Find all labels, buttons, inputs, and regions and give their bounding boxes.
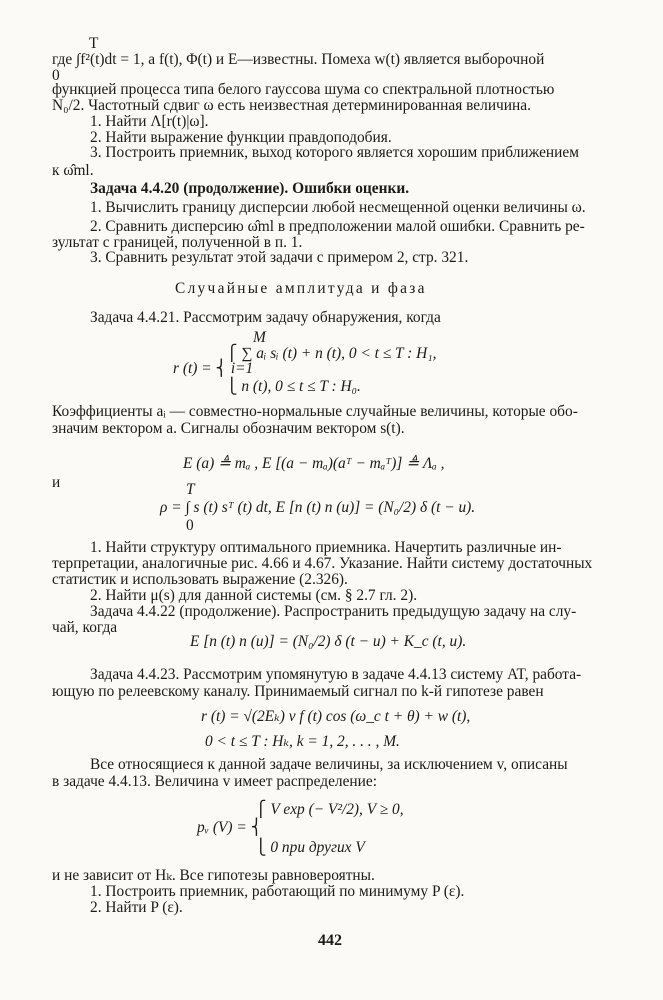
text-line: 2. Найти P (ε). [90,899,183,916]
text-line: 1. Найти Λ[r(t)|ω]. [90,113,209,130]
text-line: 0 < t ≤ T : Hₖ, k = 1, 2, . . . , M. [205,733,400,750]
text-line: Задача 4.4.20 (продолжение). Ошибки оценки. [90,180,410,197]
text-line: Коэффициенты aᵢ — совместно-нормальные случайные величины, которые обо- [52,403,578,420]
text-line: E [n (t) n (u)] = (N₀/2) δ (t − u) + K_c (t, u). [190,633,467,650]
text-line: pᵥ (V) = ⎨ [197,819,263,836]
text-line: где ∫f²(t)dt = 1, а f(t), Φ(t) и E—известны. Помеха w(t) является выборочной [52,51,545,68]
text-line: 2. Найти μ(s) для данной системы (см. § 2.7 гл. 2). [90,587,418,604]
text-line: ⎩ 0 при других V [255,839,365,856]
text-line: Задача 4.4.21. Рассмотрим задачу обнаружения, когда [90,309,441,326]
text-line: M [253,329,266,346]
text-line: ρ = ∫ s (t) sᵀ (t) dt, E [n (t) n (u)] = (N₀/2) δ (t − u). [160,499,476,516]
text-line: 2. Сравнить дисперсию ω̂ml в предположении малой ошибки. Сравнить ре- [90,218,585,235]
text-line: в задаче 4.4.13. Величина v имеет распределение: [52,773,377,790]
text-line: значим вектором a. Сигналы обозначим вектором s(t). [52,420,405,437]
text-line: и [52,474,61,491]
text-line: ⎧ ∑ aᵢ sᵢ (t) + n (t), 0 < t ≤ T : H₁, [226,345,437,362]
text-line: 0 [52,67,60,84]
text-line: r (t) = √(2Eₖ) v f (t) cos (ω_c t + θ) + w (t), [201,708,471,725]
text-line: чай, когда [52,619,118,636]
text-line: к ω̂ml. [52,162,94,179]
text-line: функцией процесса типа белого гауссова шума со спектральной плотностью [52,81,555,98]
text-line: ⎩ n (t), 0 ≤ t ≤ T : H₀. [226,378,361,395]
text-line: Задача 4.4.22 (продолжение). Распространить предыдущую задачу на слу- [90,603,577,620]
text-line: 3. Сравнить результат этой задачи с примером 2, стр. 321. [90,249,469,266]
text-line: и не зависит от Hₖ. Все гипотезы равновероятны. [52,867,375,884]
text-line: T [186,481,195,498]
text-line: 2. Найти выражение функции правдоподобия. [90,129,392,146]
text-line: ющую по релеевскому каналу. Принимаемый сигнал по k-й гипотезе равен [52,683,544,700]
text-line: Случайные амплитуда и фаза [175,280,427,297]
text-line: N₀/2. Частотный сдвиг ω есть неизвестная детерминированная величина. [52,97,531,114]
text-line: r (t) = ⎨ i=1 [173,360,254,377]
text-line: терпретации, аналогичные рис. 4.66 и 4.67. Указание. Найти систему достаточных [52,555,593,572]
text-line: 0 [186,517,194,534]
text-line: E (a) ≜ mₐ , E [(a − mₐ)(aᵀ − mₐᵀ)] ≜ Λₐ , [183,455,445,472]
text-line: T [89,35,99,52]
text-line: 1. Вычислить границу дисперсии любой несмещенной оценки величины ω. [90,199,586,216]
text-line: Все относящиеся к данной задаче величины, за исключением v, описаны [90,756,568,773]
text-line: Задача 4.4.23. Рассмотрим упомянутую в задаче 4.4.13 систему AT, работа- [90,666,582,683]
page-number: 442 [318,932,342,949]
text-line: зультат с границей, полученной в п. 1. [52,234,303,251]
text-line: 1. Построить приемник, работающий по минимуму P (ε). [90,883,465,900]
text-line: 1. Найти структуру оптимального приемника. Начертить различные ин- [90,539,562,556]
text-line: ⎧ V exp (− V²/2), V ≥ 0, [255,801,404,818]
text-line: статистик и использовать выражение (2.326). [52,571,348,588]
text-line: 3. Построить приемник, выход которого является хорошим приближением [90,144,579,161]
